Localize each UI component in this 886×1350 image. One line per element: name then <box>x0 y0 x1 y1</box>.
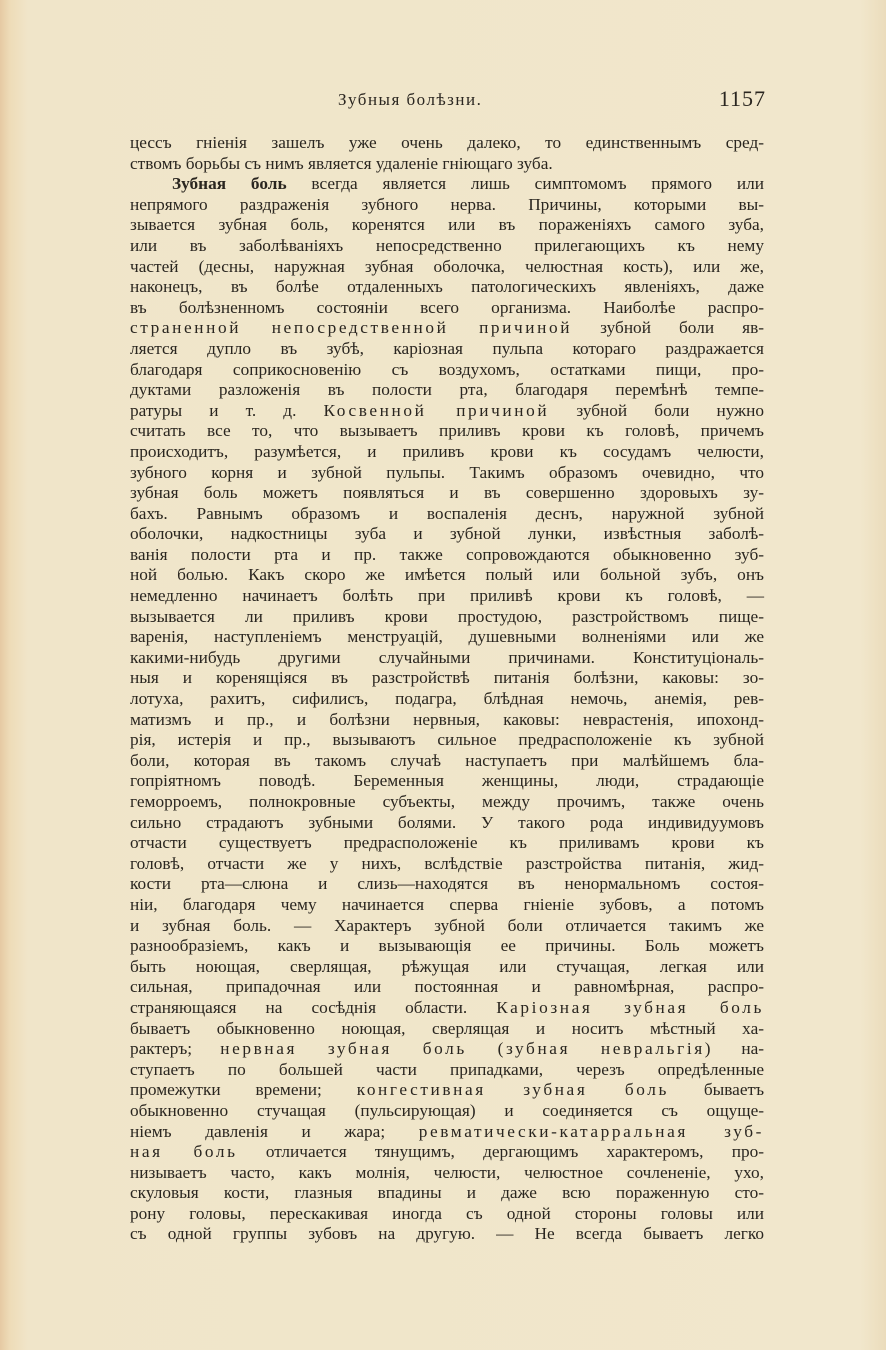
text-line <box>130 1224 764 1245</box>
text-line <box>130 977 764 998</box>
text-line <box>130 215 764 236</box>
text-line <box>130 1204 764 1225</box>
text-line <box>130 710 764 731</box>
text-line <box>130 792 764 813</box>
line-text: зубного корня и зубной пульпы. Такимъ образомъ очевидно, что <box>130 462 764 482</box>
spaced-term: конгестивная зубная боль <box>356 1080 669 1100</box>
line-text: рону головы, перескакивая иногда съ одной стороны головы или <box>130 1203 764 1223</box>
line-text: какими-нибудь другими случайными причинами. Конституціональ- <box>130 647 764 667</box>
text-line <box>130 339 764 360</box>
spaced-term: ная боль <box>130 1142 238 1162</box>
line-text: зубной боли нужно <box>549 400 764 420</box>
spaced-term: Косвенной причиной <box>323 400 550 420</box>
text-line <box>130 586 764 607</box>
text-line <box>130 483 764 504</box>
text-line <box>130 1060 764 1081</box>
line-text: всегда является лишь симптомомъ прямого или <box>286 174 764 194</box>
line-text: головѣ, отчасти же у нихъ, вслѣдствіе разстройства питанія, жид- <box>130 853 764 873</box>
page-number: 1157 <box>718 86 766 111</box>
text-line <box>130 833 764 854</box>
text-line <box>130 874 764 895</box>
line-text: рія, истерія и пр., вызываютъ сильное предрасположеніе къ зубной <box>130 730 764 750</box>
line-text: матизмъ и пр., и болѣзни нервныя, каковы: неврастенія, ипохонд- <box>130 709 764 729</box>
text-line <box>130 524 764 545</box>
line-text: въ болѣзненномъ состояніи всего организма. Наиболѣе распро- <box>130 297 764 317</box>
text-line <box>130 154 764 175</box>
text-line <box>130 1183 764 1204</box>
line-text: ной болью. Какъ скоро же имѣется полый или больной зубъ, онъ <box>130 565 764 585</box>
line-text: обыкновенно стучащая (пульсирующая) и соединяется съ ощуще- <box>130 1100 764 1120</box>
text-line <box>130 401 764 422</box>
line-text: варенія, наступленіемъ менструацій, душевными волненіями или же <box>130 627 764 647</box>
line-text: отчасти существуетъ предрасположеніе къ приливамъ крови къ <box>130 833 764 853</box>
line-text: дуктами разложенія въ полости рта, благодаря перемѣнѣ темпе- <box>130 380 764 400</box>
spaced-term: Каріозная зубная боль <box>496 997 764 1017</box>
text-line <box>130 1080 764 1101</box>
line-text: наконецъ, въ болѣе отдаленныхъ патологическихъ явленіяхъ, даже <box>130 277 764 297</box>
line-text: ніемъ давленія и жара; <box>130 1121 419 1141</box>
line-text: промежутки времени; <box>130 1080 357 1100</box>
running-title: Зубныя болѣзни. <box>338 90 483 109</box>
text-line <box>130 730 764 751</box>
text-line <box>130 380 764 401</box>
text-line <box>130 463 764 484</box>
text-line <box>130 813 764 834</box>
line-text: бываетъ обыкновенно ноющая, сверлящая и носитъ мѣстный ха- <box>130 1018 764 1038</box>
text-line <box>130 257 764 278</box>
text-line <box>130 360 764 381</box>
line-text: разнообразіемъ, какъ и вызывающія ее причины. Боль можетъ <box>130 936 764 956</box>
text-line <box>130 607 764 628</box>
line-text: ніи, благодаря чему начинается сперва гніеніе зубовъ, а потомъ <box>130 894 764 914</box>
text-line <box>130 668 764 689</box>
text-line <box>130 1122 764 1143</box>
line-text: или въ заболѣваніяхъ непосредственно прилегающихъ къ нему <box>130 235 764 255</box>
line-text: боли, которая въ такомъ случаѣ наступаетъ при малѣйшемъ бла- <box>130 750 764 770</box>
text-line <box>130 1101 764 1122</box>
text-line <box>130 318 764 339</box>
text-line <box>130 751 764 772</box>
text-line <box>130 648 764 669</box>
text-line <box>130 277 764 298</box>
line-text: благодаря соприкосновенію съ воздухомъ, остатками пищи, про- <box>130 359 764 379</box>
text-line <box>130 1163 764 1184</box>
text-line <box>130 442 764 463</box>
line-text: отличается тянущимъ, дергающимъ характеромъ, про- <box>237 1142 764 1162</box>
line-text: быть ноющая, сверлящая, рѣжущая или стучащая, легкая или <box>130 956 764 976</box>
text-line <box>130 854 764 875</box>
text-line <box>130 627 764 648</box>
text-line <box>130 298 764 319</box>
spaced-term: ревматически-катарральная зуб- <box>418 1121 764 1141</box>
line-text: рактеръ; <box>130 1039 221 1059</box>
text-line <box>130 236 764 257</box>
line-text: немедленно начинаетъ болѣть при приливѣ крови къ головѣ, — <box>130 586 764 606</box>
text-line <box>130 998 764 1019</box>
text-line <box>130 916 764 937</box>
text-line <box>130 565 764 586</box>
text-line <box>130 1019 764 1040</box>
line-text: на- <box>713 1039 764 1059</box>
line-text: непрямого раздраженія зубного нерва. Причины, которыми вы- <box>130 194 764 214</box>
text-line <box>130 421 764 442</box>
text-line <box>130 133 764 154</box>
line-text: зубная боль можетъ появляться и въ совершенно здоровыхъ зу- <box>130 483 764 503</box>
line-text: частей (десны, наружная зубная оболочка, челюстная кость), или же, <box>130 256 764 276</box>
line-text: бахъ. Равнымъ образомъ и воспаленія деснъ, наружной зубной <box>130 503 764 523</box>
text-line <box>130 195 764 216</box>
spaced-term: страненной непосредственной причиной <box>130 318 573 338</box>
bold-term: Зубная боль <box>172 174 287 194</box>
line-text: низываетъ часто, какъ молнія, челюсти, челюстное сочлененіе, ухо, <box>130 1162 764 1182</box>
page-header <box>130 86 766 120</box>
line-text: съ одной группы зубовъ на другую. — Не всегда бываетъ легко <box>130 1224 764 1244</box>
line-text: ванія полости рта и пр. также сопровождаются обыкновенно зуб- <box>130 544 764 564</box>
line-text: ляется дупло въ зубѣ, каріозная пульпа котораго раздражается <box>130 338 764 358</box>
line-text: ратуры и т. д. <box>130 400 324 420</box>
line-text: ступаетъ по большей части припадками, черезъ опредѣленные <box>130 1059 764 1079</box>
text-line <box>130 1039 764 1060</box>
line-text: вызывается ли приливъ крови простудою, разстройствомъ пище- <box>130 606 764 626</box>
line-text: и зубная боль. — Характеръ зубной боли отличается такимъ же <box>130 915 764 935</box>
line-text: зубной боли яв- <box>572 318 764 338</box>
line-text: ствомъ борьбы съ нимъ является удаленіе гніющаго зуба. <box>130 153 553 173</box>
line-text: страняющаяся на сосѣднія области. <box>130 997 497 1017</box>
line-text: цессъ гніенія зашелъ уже очень далеко, то единственнымъ сред- <box>130 133 764 152</box>
text-line <box>130 504 764 525</box>
text-line <box>130 689 764 710</box>
text-line <box>130 895 764 916</box>
text-line <box>130 771 764 792</box>
line-text: скуловыя кости, глазныя впадины и даже всю пораженную сто- <box>130 1183 764 1203</box>
line-text: происходитъ, разумѣется, и приливъ крови къ сосудамъ челюсти, <box>130 441 764 461</box>
line-text: лотуха, рахитъ, сифилисъ, подагра, блѣдная немочь, анемія, рев- <box>130 689 764 709</box>
line-text: бываетъ <box>668 1080 765 1100</box>
text-line <box>130 174 764 195</box>
line-text: гопріятномъ поводѣ. Беременныя женщины, люди, страдающіе <box>130 771 764 791</box>
line-text: ныя и коренящіяся въ разстройствѣ питанія болѣзни, каковы: зо- <box>130 668 764 688</box>
body-text <box>130 133 764 1245</box>
line-text: сильно страдаютъ зубными болями. У такого рода индивидуумовъ <box>130 812 764 832</box>
line-text: кости рта—слюна и слизь—находятся въ ненормальномъ состоя- <box>130 874 764 894</box>
line-text: зывается зубная боль, коренятся или въ пораженіяхъ самого зуба, <box>130 215 764 235</box>
line-text: сильная, припадочная или постоянная и равномѣрная, распро- <box>130 977 764 997</box>
line-text: геморроемъ, полнокровные субъекты, между прочимъ, также очень <box>130 792 764 811</box>
text-line <box>130 957 764 978</box>
text-line <box>130 1142 764 1163</box>
line-text: считать все то, что вызываетъ приливъ крови къ головѣ, причемъ <box>130 421 764 441</box>
spaced-term: нервная зубная боль (зубная невральгія) <box>220 1039 714 1059</box>
text-line <box>130 936 764 957</box>
line-text: оболочки, надкостницы зуба и зубной лунки, извѣстныя заболѣ- <box>130 524 764 544</box>
text-line <box>130 545 764 566</box>
